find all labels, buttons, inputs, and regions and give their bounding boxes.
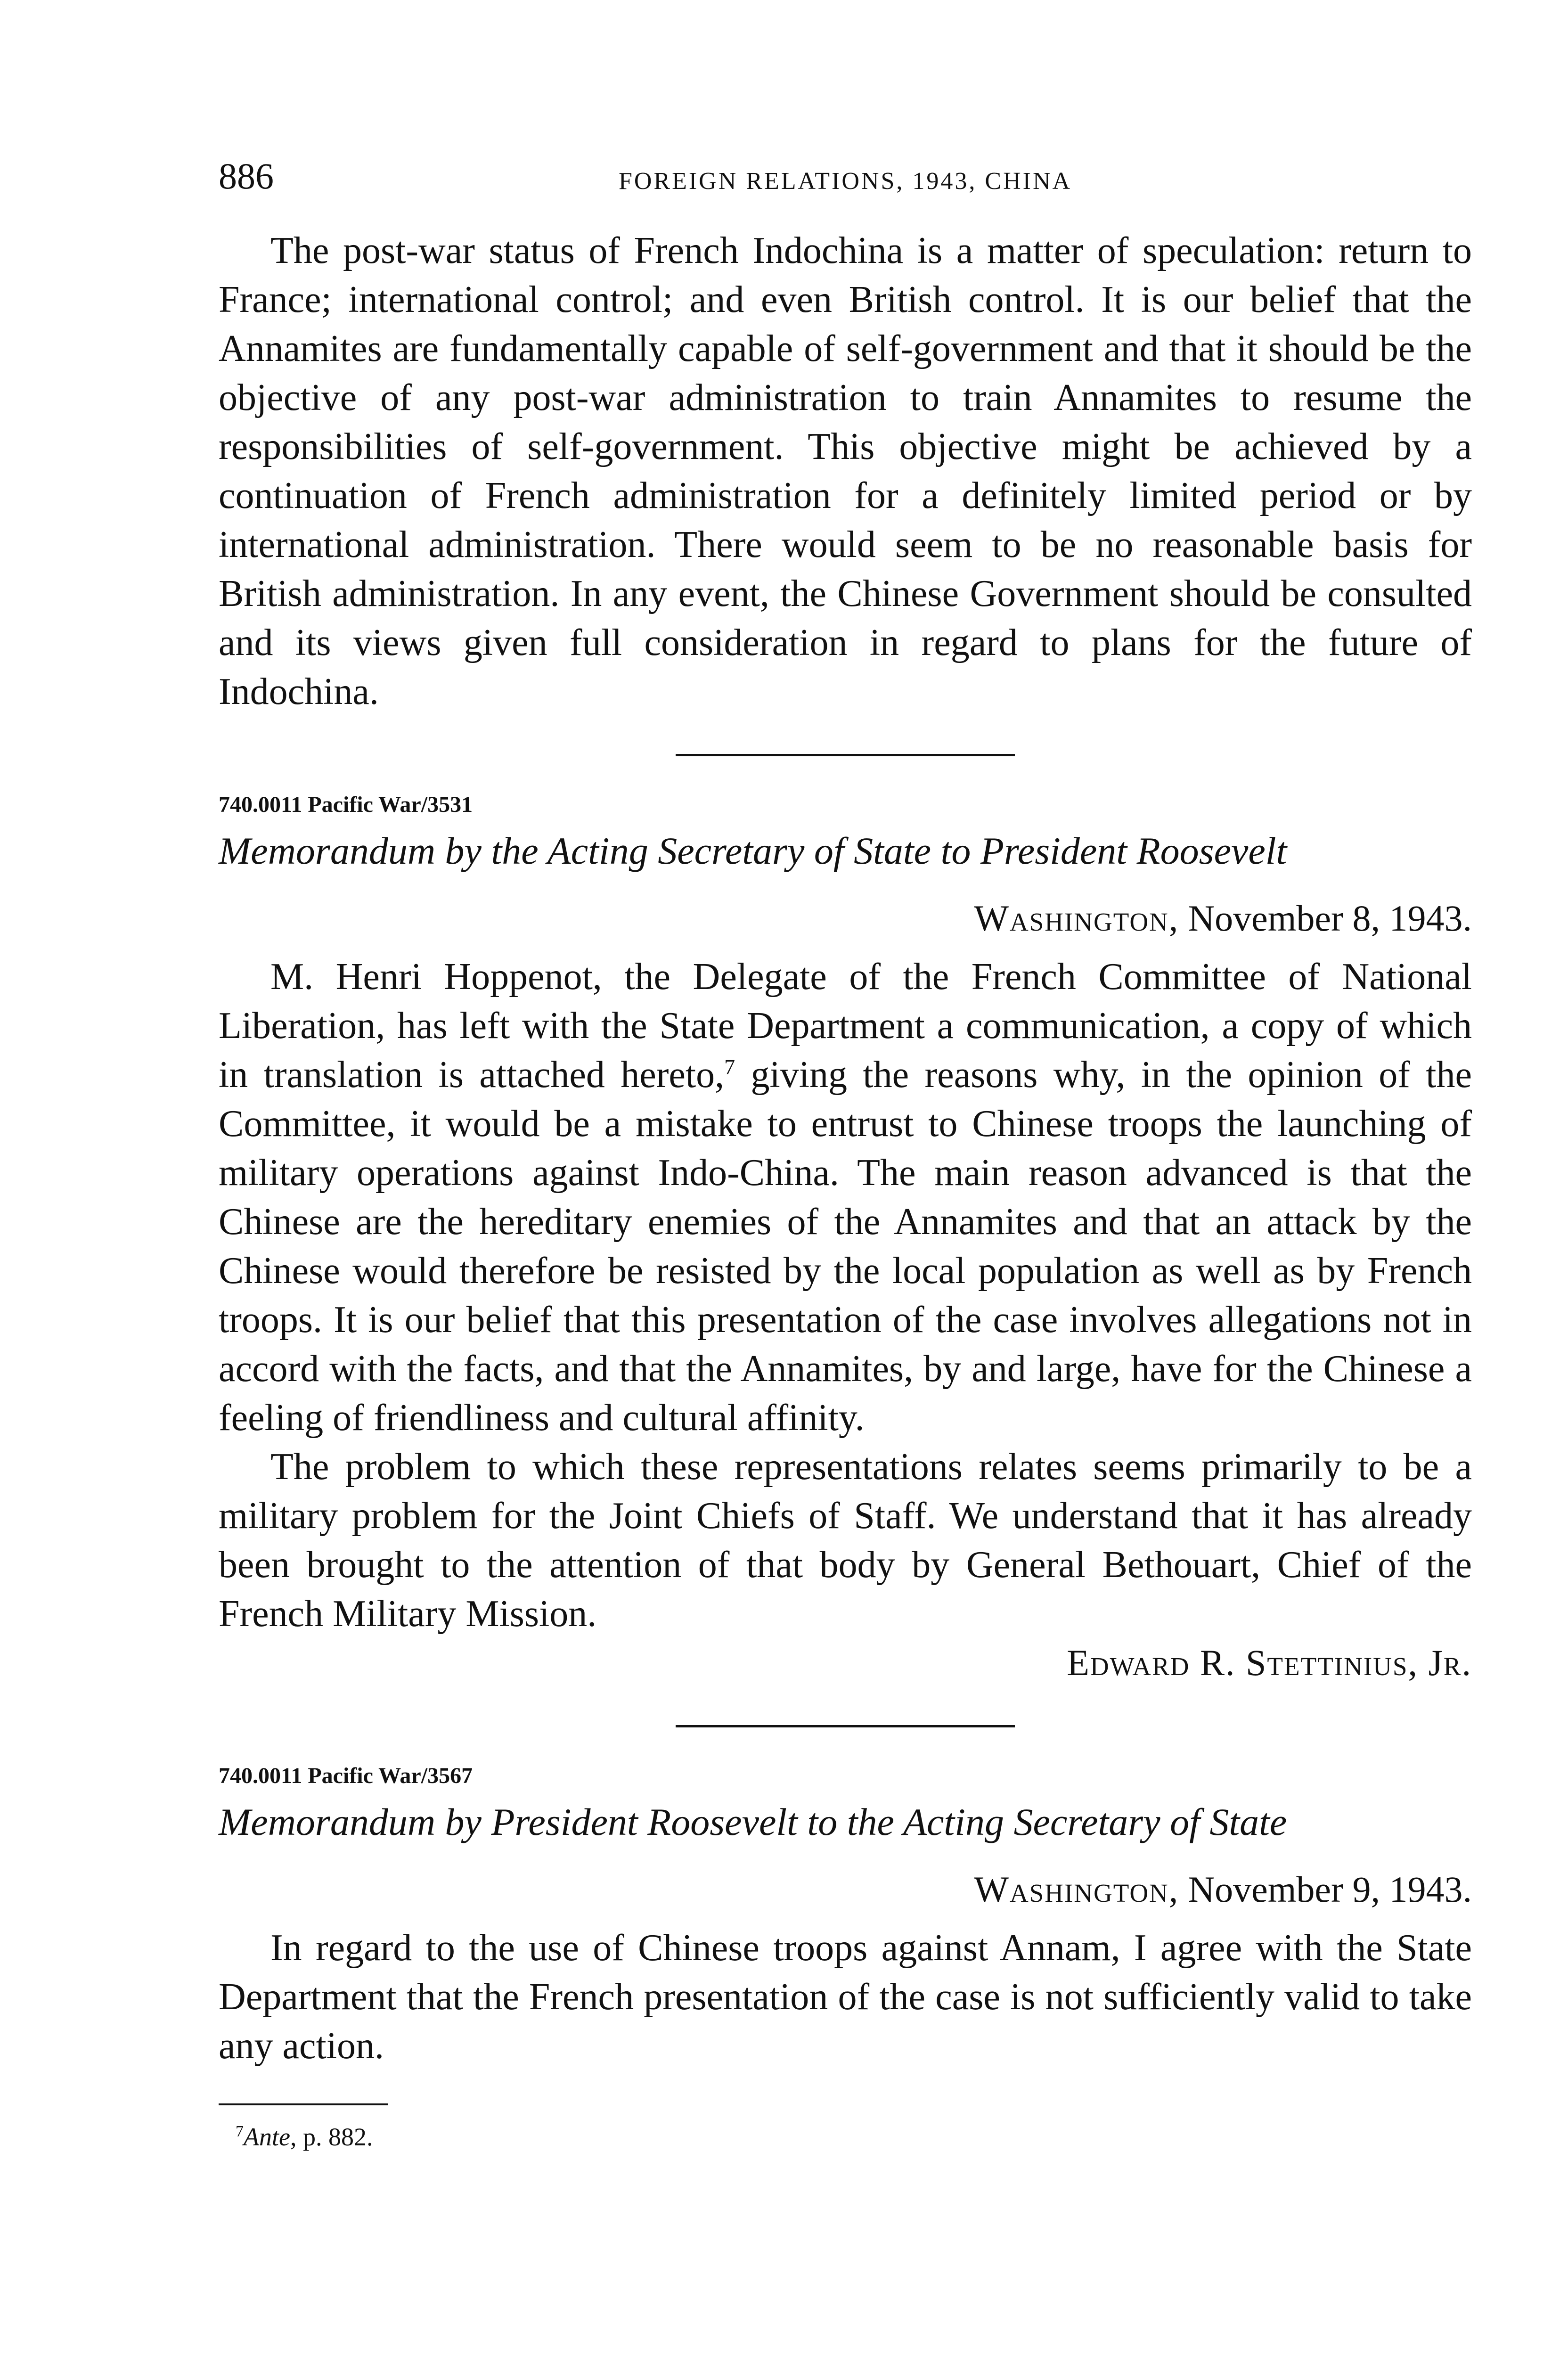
dateline-place: Washington, [974, 898, 1179, 939]
file-reference: 740.0011 Pacific War/3567 [219, 1763, 473, 1788]
footnote-reference: 7 [724, 1055, 735, 1079]
footnote-italic: Ante [244, 2123, 290, 2151]
section-divider [676, 754, 1015, 756]
page-header [219, 141, 1472, 198]
section-divider [676, 1725, 1015, 1727]
footnote [236, 2115, 1472, 2154]
body-paragraph: In regard to the use of Chinese troops against Annam, I agree with the State Department that the French presentation of the case is not sufficiently valid to take any action. [219, 1927, 1472, 2067]
document-title: Memorandum by President Roosevelt to the Acting Secretary of State [219, 1800, 1287, 1843]
dateline [219, 1865, 1472, 1914]
footnote-text: , p. 882. [290, 2123, 373, 2151]
dateline-date: November 8, 1943. [1188, 898, 1472, 939]
file-reference: 740.0011 Pacific War/3531 [219, 792, 473, 817]
body-paragraph [219, 952, 1472, 1442]
signature: Edward R. Stettinius, Jr. [1067, 1642, 1472, 1683]
running-head: FOREIGN RELATIONS, 1943, CHINA [618, 168, 1072, 195]
footnote-divider [219, 2103, 388, 2105]
body-paragraph: The problem to which these representations relates seems primarily to be a military problem for the Joint Chiefs of Staff. We understand that it has already been brought to the attention of that body by General Bethouart, Chief of the French Military Mission. [219, 1446, 1472, 1635]
body-text: M. Henri Hoppenot, the Delegate of the French Committee of National Liberation, has left with the State Department a communication, a copy of which in translation is attached hereto, [219, 956, 1472, 1096]
footnote-mark: 7 [236, 2123, 244, 2140]
dateline [219, 894, 1472, 943]
dateline-date: November 9, 1943. [1188, 1869, 1472, 1910]
document-page [219, 141, 1472, 2356]
dateline-place: Washington, [974, 1869, 1179, 1910]
document-2 [219, 1760, 1472, 2070]
document-title: Memorandum by the Acting Secretary of State to President Roosevelt [219, 829, 1287, 872]
document-1 [219, 789, 1472, 1687]
page-number: 886 [219, 155, 274, 196]
intro-paragraph: The post-war status of French Indochina is a matter of speculation: return to France; international control; and even British control. It is our belief that the Annamites are fundamentally capable of self-government and that it should be the objective of any post-war administration to train Annamites to resume the responsibilities of self-government. This objective might be achieved by a continuation of French administration for a definitely limited period or by international administration. There would seem to be no reasonable basis for British administration. In any event, the Chinese Government should be consulted and its views given full consideration in regard to plans for the future of Indochina. [219, 230, 1472, 712]
body-text: giving the reasons why, in the opinion of the Committee, it would be a mistake to entrust to Chinese troops the launching of military operations against Indo-China. The main reason advanced is that the Chinese are the hereditary enemies of the Annamites and that an attack by the Chinese would therefore be resisted by the local population as well as by French troops. It is our belief that this presentation of the case involves allegations not in accord with the facts, and that the Annamites, by and large, have for the Chinese a feeling of friendliness and cultural affinity. [219, 1054, 1472, 1439]
